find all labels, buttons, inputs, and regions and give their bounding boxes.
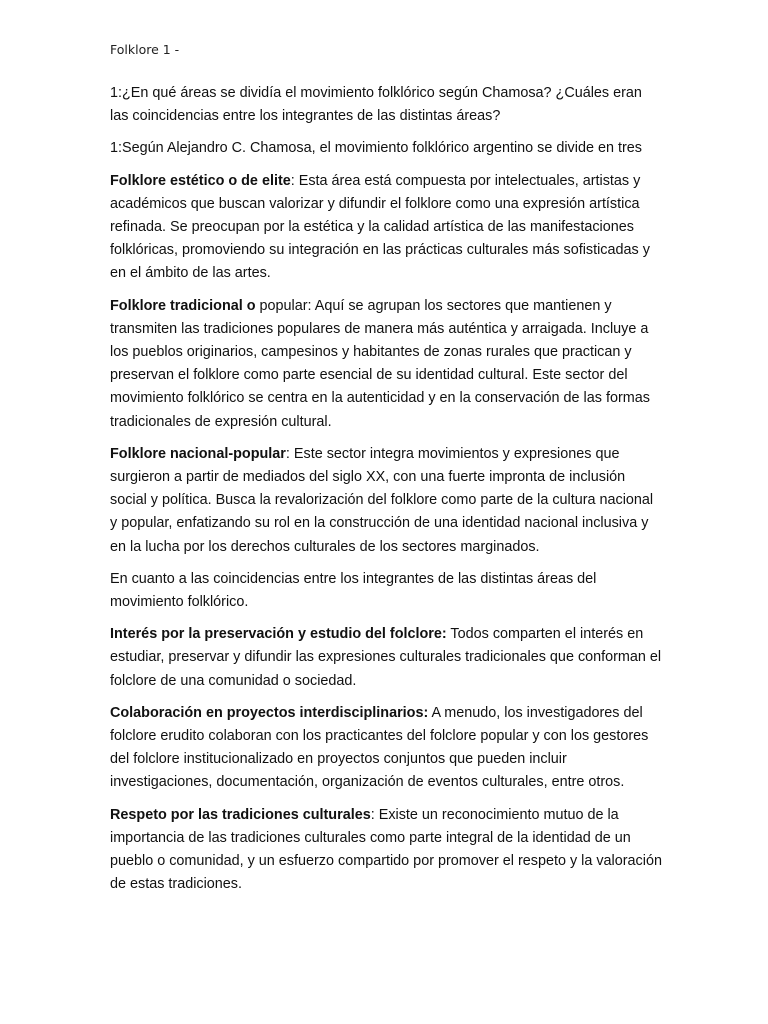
coincidence-term: Colaboración en proyectos interdisciplinarios: <box>110 704 429 721</box>
coincidence-paragraph <box>110 804 662 897</box>
question-paragraph: 1:¿En qué áreas se dividía el movimiento folklórico según Chamosa? ¿Cuáles eran las coincidencias entre los integrantes de las distintas áreas? <box>110 85 642 125</box>
area-description: popular: Aquí se agrupan los sectores que mantienen y transmiten las tradiciones populares de manera más auténtica y arraigada. Incluye a los pueblos originarios, campesinos y habitantes de zonas rurales que practican y preservan el folklore como parte esencial de su identidad cultural. Este sector del movimiento folklórico se centra en la autenticidad y en la conservación de las formas tradicionales de expresión cultural. <box>110 297 650 430</box>
area-description: : Esta área está compuesta por intelectuales, artistas y académicos que buscan valorizar y difundir el folklore como una expresión artística refinada. Se preocupan por la estética y la calidad artística de las manifestaciones folklóricas, promoviendo su integración en las prácticas culturales más sofisticadas y en el ámbito de las artes. <box>110 172 650 282</box>
coincidence-description: Todos comparten el interés en estudiar, preservar y difundir las expresiones culturales tradicionales que conforman el folclore de una comunidad o sociedad. <box>110 626 662 689</box>
area-paragraph <box>110 295 662 434</box>
coincidence-description: : Existe un reconocimiento mutuo de la importancia de las tradiciones culturales como parte integral de la identidad de un pueblo o comunidad, y un esfuerzo compartido por promover el respeto y la valoración de estas tradiciones. <box>110 806 662 893</box>
coincidence-term: Interés por la preservación y estudio del folclore: <box>110 626 447 643</box>
area-term: Folklore estético o de elite <box>110 172 291 189</box>
coincidence-paragraph <box>110 623 662 693</box>
area-paragraph <box>110 170 662 286</box>
coincidence-description: A menudo, los investigadores del folclore erudito colaboran con los practicantes del folclore popular y con los gestores del folclore institucionalizado en proyectos conjuntos que pueden incluir investigaciones, documentación, organización de eventos culturales, entre otros. <box>110 704 649 791</box>
answer-intro-paragraph: 1:Según Alejandro C. Chamosa, el movimiento folklórico argentino se divide en tres <box>110 140 642 157</box>
area-term: Folklore tradicional o <box>110 297 256 314</box>
coincidence-paragraph <box>110 702 662 795</box>
coincidence-term: Respeto por las tradiciones culturales <box>110 806 371 823</box>
area-description: : Este sector integra movimientos y expresiones que surgieron a partir de mediados del siglo XX, con una fuerte impronta de inclusión social y política. Busca la revalorización del folklore como parte de la cultura nacional y popular, enfatizando su rol en la construcción de una identidad nacional inclusiva y en la lucha por los derechos culturales de los sectores marginados. <box>110 445 654 555</box>
area-paragraph <box>110 443 662 559</box>
document-body <box>110 82 662 906</box>
area-term: Folklore nacional-popular <box>110 445 286 462</box>
coincidences-intro-paragraph: En cuanto a las coincidencias entre los integrantes de las distintas áreas del movimiento folklórico. <box>110 570 597 611</box>
page-header: Folklore 1 - <box>110 42 180 57</box>
